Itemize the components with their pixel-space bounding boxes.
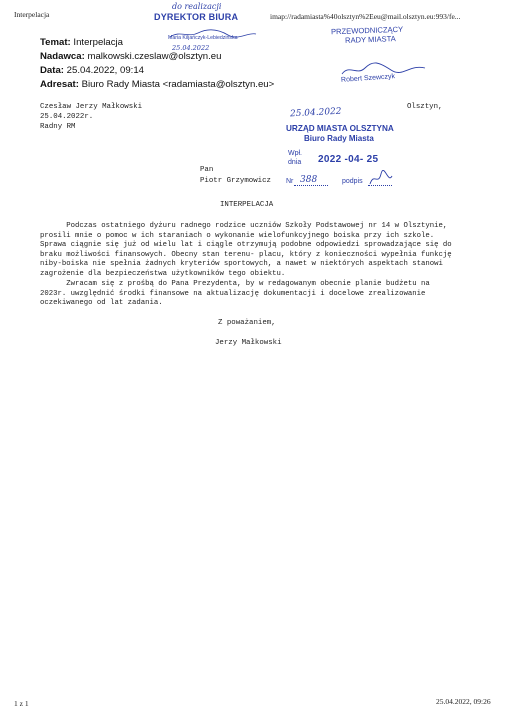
paragraph-line: 2023r. uwzględnić środki finansowe na aktualizację dokumentacji i docelowe zrealizowanie xyxy=(40,289,426,298)
paragraph-line: oczekiwanego od lat zadania. xyxy=(40,299,163,308)
letter-paragraph-1 xyxy=(40,222,452,280)
to-label: Adresat: xyxy=(40,79,79,90)
office-signature-label: podpis xyxy=(342,178,363,185)
recipient-line2: Piotr Grzymowicz xyxy=(200,177,271,185)
sender-label: Nadawca: xyxy=(40,51,85,62)
paragraph-line: braku możliwości finansowych. Obecny stan terenu- placu, który z konieczności wypełnia funkcję xyxy=(40,250,452,259)
email-sender xyxy=(40,50,221,63)
director-handwritten-note: do realizacji xyxy=(172,2,222,11)
director-handwritten-date: 25.04.2022 xyxy=(172,44,210,52)
chairman-title-line1: PRZEWODNICZĄCY xyxy=(330,24,404,37)
director-stamp xyxy=(150,4,270,56)
print-header-url: imap://radamiasta%40olsztyn%2Eeu@mail.olsztyn.eu:993/fe... xyxy=(270,12,461,21)
paragraph-line: prosili mnie o pomoc w ich staraniach o wykonanie wielofunkcyjnego boiska przy ich szkole. xyxy=(40,231,435,240)
office-title-line1: URZĄD MIASTA OLSZTYNA xyxy=(286,124,394,133)
director-name: Maria Kiljańczyk-Lebiedzińska xyxy=(168,35,238,41)
paragraph-line: Podczas ostatniego dyżuru radnego rodzice uczniów Szkoły Podstawowej nr 14 w Olsztynie, xyxy=(40,222,448,230)
letter-closing: Z poważaniem, xyxy=(218,319,276,327)
office-number-value: 388 xyxy=(300,175,318,185)
office-signature-mark xyxy=(368,170,394,188)
office-received-label-2: dnia xyxy=(288,159,302,166)
letter-sender-name: Czesław Jerzy Małkowski xyxy=(40,103,143,111)
date-label: Data: xyxy=(40,65,64,76)
chairman-name: Robert Szewczyk xyxy=(340,73,396,84)
paragraph-line: Zwracam się z prośbą do Pana Prezydenta, by w redagowanym obecnie planie budżetu na xyxy=(40,280,430,288)
email-recipient xyxy=(40,78,274,91)
letter-paragraph-2 xyxy=(40,280,430,309)
print-header-title: Interpelacja xyxy=(14,10,50,19)
letter-heading: INTERPELACJA xyxy=(220,201,274,209)
office-received-label-1: Wpł. xyxy=(288,150,302,157)
print-footer-page: 1 z 1 xyxy=(14,699,29,708)
subject-value: Interpelacja xyxy=(70,37,124,48)
letter-place: Olsztyn, xyxy=(407,103,443,111)
date-value: 25.04.2022, 09:14 xyxy=(64,65,145,76)
office-number-label: Nr xyxy=(286,178,294,185)
recipient-line1: Pan xyxy=(200,166,214,174)
office-title-line2: Biuro Rady Miasta xyxy=(304,134,374,143)
print-footer-timestamp: 25.04.2022, 09:26 xyxy=(436,697,491,706)
chairman-stamp xyxy=(325,22,435,92)
sender-value: malkowski.czeslaw@olsztyn.eu xyxy=(84,51,222,62)
paragraph-line: niby-boiska nie spełnia żadnych kryteriów sportowych, a nawet w niektórych aspektach stanowi xyxy=(40,260,443,269)
paragraph-line: zagrożenie dla bezpieczeństwa użytkowników tego obiektu. xyxy=(40,269,286,278)
office-handwritten-date: 25.04.2022 xyxy=(289,106,342,120)
email-subject xyxy=(40,36,123,49)
paragraph-line: Sprawa ciągnie się już od wielu lat i ciągle otrzymują podobne odpowiedzi sprowadzające się do xyxy=(40,241,452,250)
office-number-line xyxy=(294,185,328,186)
director-signature xyxy=(168,28,258,40)
subject-label: Temat: xyxy=(40,37,71,48)
director-title: DYREKTOR BIURA xyxy=(154,12,239,22)
email-date xyxy=(40,64,144,77)
office-received-stamp xyxy=(280,106,410,202)
letter-sender-role: Radny RM xyxy=(40,123,76,131)
to-value: Biuro Rady Miasta <radamiasta@olsztyn.eu> xyxy=(78,79,275,90)
letter-signature-name: Jerzy Małkowski xyxy=(215,339,282,347)
letter-sender-date: 25.04.2022r. xyxy=(40,113,94,121)
chairman-title-line2: RADY MIASTA xyxy=(344,34,396,45)
office-received-date: 2022 -04- 25 xyxy=(318,154,379,165)
